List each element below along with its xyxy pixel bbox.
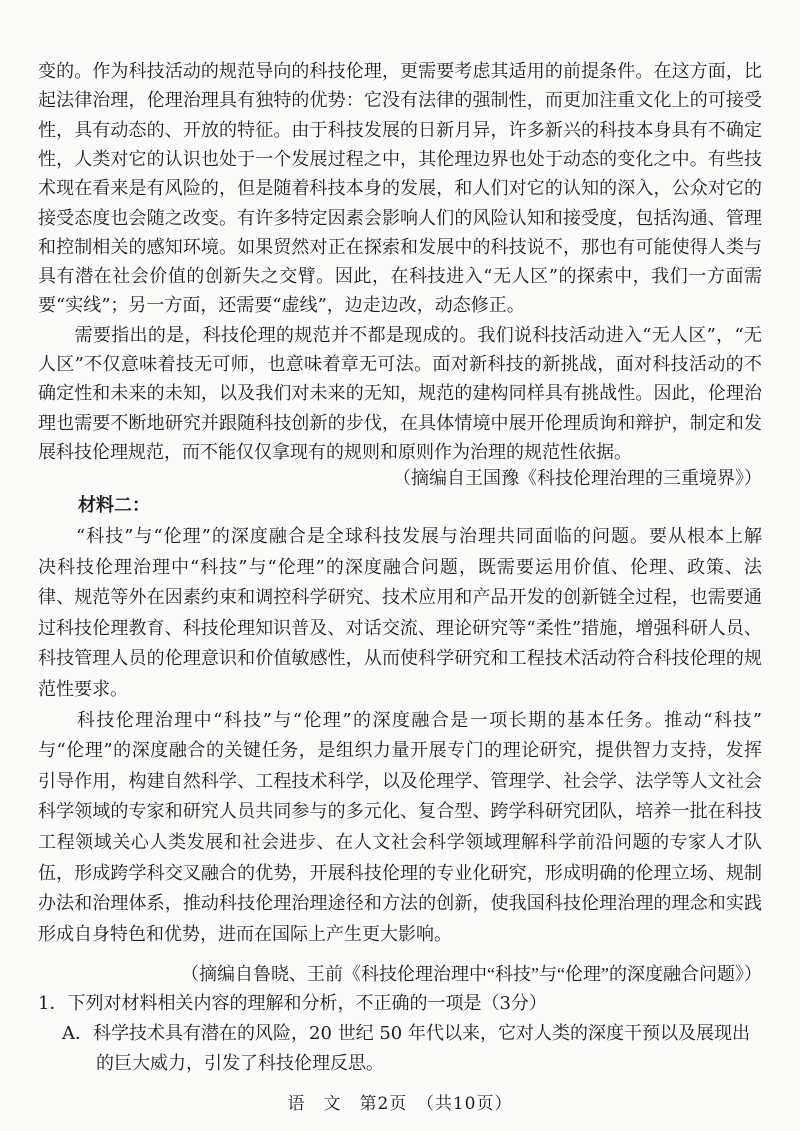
text-line: 办法和治理体系，推动科技伦理治理途径和方法的创新，使我国科技伦理治理的理念和实践 [38,893,762,915]
text-line: 要“实线”；另一方面，还需要“虚线”，边走边改，动态修正。 [38,295,525,317]
text-line: 人区”不仅意味着技无可师，也意味着章无可法。面对新科技的新挑战，面对科技活动的不 [38,354,762,375]
text-line: 科学领域的专家和研究人员共同参与的多元化、复合型、跨学科研究团队，培养一批在科技 [38,801,762,823]
text-line: 范性要求。 [38,679,128,700]
text-line: 和控制相关的感知环境。如果贸然对正在探索和发展中的科技说不，那也有可能使得人类与 [38,236,762,258]
text-line: 伍，形成跨学科交叉融合的优势，开展科技伦理的专业化研究，形成明确的伦理立场、规制 [38,862,762,884]
text-line: 与“伦理”的深度融合的关键任务，是组织力量开展专门的理论研究，提供智力支持，发挥 [38,740,762,762]
text-line: 具有潜在社会价值的创新失之交臂。因此，在科技进入“无人区”的探索中，我们一方面需 [38,266,762,288]
text-line: 接受态度也会随之改变。有许多特定因素会影响人们的风险认知和接受度，包括沟通、管理 [38,207,762,229]
text-line: 过科技伦理教育、科技伦理知识普及、对话交流、理论研究等“柔性”措施，增强科研人员、 [38,617,762,639]
option-a-line-2: 的巨大威力，引发了科技伦理反思。 [96,1053,384,1074]
question-1: 1．下列对材料相关内容的理解和分析，不正确的一项是（3分） [38,993,547,1014]
source-citation-1: （摘编自王国豫《科技伦理治理的三重境界》） [393,468,762,488]
text-line: 术现在看来是有风险的，但是随着科技本身的发展，和人们对它的认知的深入，公众对它的 [38,178,762,200]
text-line: 变的。作为科技活动的规范导向的科技伦理，更需要考虑其适用的前提条件。在这方面，比 [38,61,762,82]
source-citation-2: （摘编自鲁晓、王前《科技伦理治理中“科技”与“伦理”的深度融合问题》） [181,964,762,984]
option-a-line-1: A．科学技术具有潜在的风险，20 世纪 50 年代以来，它对人类的深度干预以及展现出 [62,1023,750,1044]
text-line: 理也需要不断地研究并跟随科技创新的步伐，在具体情境中展开伦理质询和辩护，制定和发 [38,412,762,434]
text-line: 起法律治理，伦理治理具有独特的优势：它没有法律的强制性，而更加注重文化上的可接受 [38,90,762,112]
text-line: 工程领域关心人类发展和社会进步、在人文社会科学领域理解科学前沿问题的专家人才队 [38,832,762,853]
text-line: 展科技伦理规范，而不能仅仅拿现有的规则和原则作为治理的规范性依据。 [38,441,632,463]
text-line: 性，人类对它的认识也处于一个发展过程之中，其伦理边界也处于动态的变化之中。有些技 [38,148,762,170]
text-line: “科技”与“伦理”的深度融合是全球科技发展与治理共同面临的问题。要从根本上解 [38,526,762,547]
text-line: 形成自身特色和优势，进而在国际上产生更大影响。 [38,923,452,945]
text-line: 律、规范等外在因素约束和调控科学研究、技术应用和产品开发的创新链全过程，也需要通 [38,587,762,609]
material-two-heading: 材料二： [78,495,150,516]
text-line: 性，具有动态的、开放的特征。由于科技发展的日新月异，许多新兴的科技本身具有不确定 [38,119,762,141]
text-line: 引导作用，构建自然科学、工程技术科学，以及伦理学、管理学、社会学、法学等人文社会 [38,770,762,792]
text-line: 决科技伦理治理中“科技”与“伦理”的深度融合问题，既需要运用价值、伦理、政策、法 [38,556,762,578]
text-line: 确定性和未来的未知，以及我们对未来的无知，规范的建构同样具有挑战性。因此，伦理治 [38,383,762,405]
page-footer: 语 文 第2页 （共10页） [287,1094,513,1114]
text-line: 科技伦理治理中“科技”与“伦理”的深度融合是一项长期的基本任务。推动“科技” [38,709,762,731]
text-line: 科技管理人员的伦理意识和价值敏感性，从而使科学研究和工程技术活动符合科技伦理的规 [38,648,762,670]
text-line: 需要指出的是，科技伦理的规范并不都是现成的。我们说科技活动进入“无人区”，“无 [38,324,762,346]
